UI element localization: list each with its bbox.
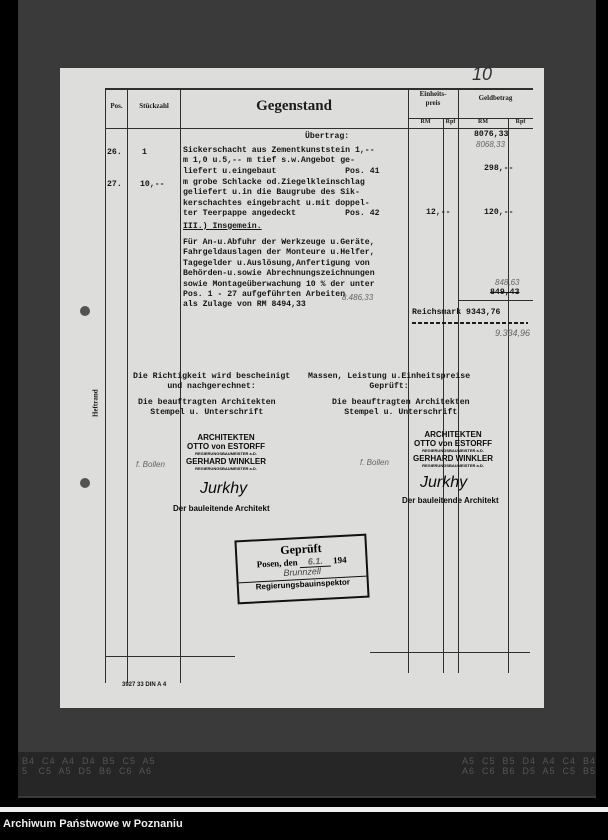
film-codes-right: A5 C5 B5 D4 A4 C4 B4 A6 C6 B6 D5 A5 C5 B5 (462, 756, 597, 776)
document-page (60, 64, 544, 708)
item-text: m grobe Schlacke od.Ziegelkleinschlag geliefert u.in die Baugrube des Sik- kerschachtes eingebracht u.mit doppel- ter Teerpappe angedeckt Pos. 42 (183, 178, 380, 219)
sig-label-left: Der bauleitende Architekt (173, 504, 270, 513)
stamp-line: REGIERUNGSBAUMEISTER a.D. (422, 463, 484, 468)
insgemein-amount: 849,43 (490, 288, 520, 297)
stamp-line: GERHARD WINKLER (413, 454, 493, 463)
col-gegenstand: Gegenstand (256, 98, 332, 114)
stamp-date: 6.1. (300, 555, 332, 568)
sub-rm: RM (478, 119, 488, 125)
stamp-line: REGIERUNGSBAUMEISTER a.D. (422, 448, 484, 453)
total: Reichsmark 9343,76 (412, 308, 501, 317)
col-einheitspreis: Einheits- preis (419, 90, 447, 107)
stamp-line: REGIERUNGSBAUMEISTER a.D. (195, 451, 257, 456)
stamp-line: ARCHITEKTEN (424, 430, 482, 439)
rule (508, 118, 509, 673)
rule (105, 88, 106, 683)
stamp-line: GERHARD WINKLER (186, 457, 266, 466)
uebertrag-amount: 8076,33 (474, 130, 509, 139)
item-pos: 27. (107, 180, 122, 189)
item-pos: 26. (107, 148, 122, 157)
cert-right: Massen, Leistung u.Einheitspreise Geprüft: (308, 372, 471, 392)
divider (0, 807, 608, 812)
item-amount: 298,-- (484, 164, 514, 173)
stamp-line: OTTO von ESTORFF (414, 439, 492, 448)
stamp-line: OTTO von ESTORFF (187, 442, 265, 451)
rule (105, 128, 533, 129)
sub-rpf: Rpf (445, 119, 456, 125)
sub-rpf: Rpf (515, 119, 526, 125)
signature-left: Jurkhy (200, 480, 248, 497)
col-stueckzahl: Stückzahl (139, 102, 169, 110)
form-code: 3927 33 DIN A 4 (122, 682, 167, 688)
architect-stamp-left (178, 433, 274, 472)
stamp-place: Posen, den (256, 557, 298, 570)
architect-stamp-right (405, 430, 501, 469)
rule (105, 88, 533, 90)
stamp-title: Geprüft (279, 540, 322, 558)
cert-left: Die Richtigkeit wird bescheinigt und nachgerechnet: (133, 372, 291, 392)
item-qty: 1 (142, 148, 147, 157)
item-unit-price: 12,-- (426, 208, 451, 217)
archive-caption: Archiwum Państwowe w Poznaniu (3, 818, 183, 830)
stamp-line: REGIERUNGSBAUMEISTER a.D. (195, 466, 257, 471)
insgemein-text: Für An-u.Abfuhr der Werkzeuge u.Geräte, Fahrgeldauslagen der Monteure u.Helfer, Tagegelder u.Auslösung,Anfertigung von Behörden-u.sowie Abrechnungszeichnungen sowie Montageüberwachung 10 % der unter Pos. 1 - 27 aufgeführten Arbeiten als Zulage von RM 8494,33 (183, 238, 375, 310)
total-handwritten: 9.334,96 (495, 328, 531, 338)
rule (458, 300, 533, 301)
sig-label-right: Der bauleitende Architekt (402, 496, 499, 505)
rule (127, 88, 128, 683)
col-pos: Pos. (110, 102, 123, 110)
item-qty: 10,-- (140, 180, 165, 189)
signature-right: Jurkhy (420, 474, 468, 491)
section-heading: III.) Insgemein. (183, 222, 262, 231)
sign-left: Die beauftragten Architekten Stempel u. Unterschrift (138, 398, 276, 418)
sign-right: Die beauftragten Architekten Stempel u. Unterschrift (332, 398, 470, 418)
handwritten-amount: 848,63 (495, 278, 520, 287)
margin-label: Heftrand (91, 389, 100, 418)
uebertrag-label: Übertrag: (305, 132, 350, 141)
initials-right: f. Bollen (360, 458, 389, 467)
page-number: 10 (472, 64, 493, 84)
double-rule (412, 322, 528, 324)
rule (443, 118, 444, 673)
punch-hole (80, 478, 90, 488)
initials-left: f. Bollen (136, 460, 165, 469)
col-geldbetrag: Geldbetrag (478, 94, 513, 102)
rule (370, 652, 530, 653)
item-text: Sickerschacht aus Zementkunststein 1,-- m 1,0 u.5,-- m tief s.w.Angebot ge- liefert u.eingebaut Pos. 41 (183, 146, 380, 176)
stamp-line: ARCHITEKTEN (197, 433, 255, 442)
stamp-year: 194 (332, 554, 347, 566)
geprueft-stamp (234, 534, 369, 605)
film-codes-left: B4 C4 A4 D4 B5 C5 A5 5 C5 A5 D5 B6 C6 A6 (22, 756, 156, 776)
uebertrag-handwritten: 8068,33 (476, 140, 505, 149)
punch-hole (80, 306, 90, 316)
sub-rm: RM (420, 119, 431, 125)
handwritten-base: 8.486,33 (342, 293, 374, 302)
stamp-signature: Brunnzell (283, 566, 322, 578)
stamp-office: Regierungsbauinspektor (239, 576, 367, 593)
rule (105, 656, 235, 657)
item-amount: 120,-- (484, 208, 514, 217)
